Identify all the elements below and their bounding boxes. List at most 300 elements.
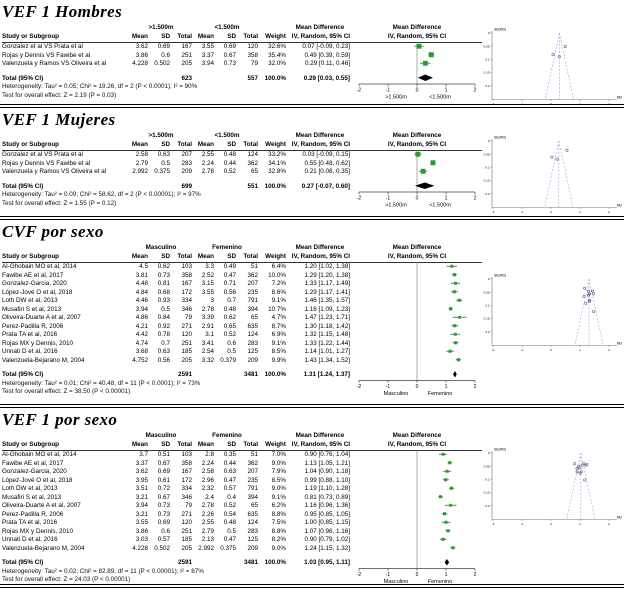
mean-1: 4.86 bbox=[135, 314, 148, 321]
sd-1: 0.502 bbox=[154, 544, 170, 552]
total-1: 251 bbox=[181, 527, 192, 535]
axis-tick-label: 2 bbox=[473, 384, 477, 390]
axis-tick-label: 2 bbox=[473, 195, 477, 202]
funnel-x-tick-label: 0 bbox=[550, 348, 552, 352]
forest-header-line1: Mean Difference bbox=[392, 132, 442, 139]
total-1: 103 bbox=[181, 263, 192, 270]
ci-text: 0.29 [0.11, 0.46] bbox=[304, 60, 350, 67]
funnel-y-tick-label: 0 bbox=[487, 139, 490, 144]
mean-2: 2.78 bbox=[201, 305, 214, 313]
funnel-y-tick-label: 0.15 bbox=[483, 178, 490, 183]
col-sd-2: SD bbox=[227, 441, 236, 448]
total-2: 358 bbox=[247, 51, 258, 59]
overall-effect-text: Test for overall effect: Z = 24.03 (P < 0.00001) bbox=[2, 576, 131, 583]
ci-text: 0.21 [0.08, 0.35] bbox=[304, 168, 350, 175]
funnel-y-tick-label: 0.1 bbox=[485, 165, 490, 170]
sd-2: 0.52 bbox=[223, 331, 236, 338]
funnel-y-axis-label: SE(MD) bbox=[494, 447, 507, 452]
total-2: 283 bbox=[247, 527, 258, 535]
panel-title: VEF 1 por sexo bbox=[2, 410, 118, 429]
ci-text: 1.16 [1.09, 1.23] bbox=[304, 305, 350, 313]
mean-1: 3.03 bbox=[135, 536, 148, 543]
study-label: Musafiri S et al, 2013 bbox=[2, 305, 62, 313]
funnel-y-tick-label: 0.1 bbox=[485, 477, 490, 482]
study-label: Valenzuela y Ramos VS Oliveira et al bbox=[2, 60, 107, 67]
total-1: 120 bbox=[181, 519, 192, 526]
col-weight: Weight bbox=[265, 141, 286, 148]
weight-value: 8.2% bbox=[271, 536, 286, 543]
funnel-right-bound bbox=[559, 33, 573, 100]
effect-square bbox=[454, 282, 457, 285]
forest-header-line1: Mean Difference bbox=[392, 24, 442, 31]
weight-value: 8.8% bbox=[271, 510, 286, 518]
mean-2: 2.4 bbox=[205, 493, 214, 501]
col-sd-1: SD bbox=[161, 441, 170, 448]
ci-text: 1.29 [1.20, 1.38] bbox=[304, 271, 350, 279]
effect-square bbox=[458, 299, 461, 302]
mean-1: 4.752 bbox=[132, 356, 148, 364]
effect-square bbox=[449, 350, 452, 353]
funnel-right-bound bbox=[589, 279, 603, 346]
mean-2: 2.13 bbox=[201, 536, 214, 543]
sd-1: 0.57 bbox=[157, 536, 170, 543]
total-1: 167 bbox=[181, 468, 192, 475]
mean-1: 2.992 bbox=[132, 168, 148, 175]
col-total-1: Total bbox=[177, 253, 192, 260]
total-ci: 1.03 [0.95, 1.11] bbox=[304, 559, 350, 566]
col-sd-2: SD bbox=[227, 141, 236, 148]
ci-text: 1.20 [1.02, 1.38] bbox=[304, 263, 350, 270]
panel-vef1-por-sexo bbox=[0, 408, 624, 584]
total-1: 205 bbox=[181, 356, 192, 364]
mean-1: 4.46 bbox=[135, 297, 148, 304]
col-study: Study or Subgroup bbox=[2, 441, 60, 448]
forest-header-line2: IV, Random, 95% CI bbox=[387, 33, 447, 40]
study-label: Oliveira-Duarte A et al, 2007 bbox=[2, 502, 81, 509]
col-total-1: Total bbox=[177, 141, 192, 148]
mean-2: 3.39 bbox=[201, 314, 214, 321]
effect-square bbox=[450, 265, 453, 268]
study-label: Perez-Padilla R, 2006 bbox=[2, 510, 64, 518]
mean-2: 3 bbox=[210, 297, 214, 304]
col-total-2: Total bbox=[243, 141, 258, 148]
favours-left-label: Masculino bbox=[383, 579, 409, 585]
funnel-x-tick-label: 2 bbox=[608, 522, 610, 526]
funnel-x-tick-label: 0 bbox=[550, 102, 552, 106]
axis-tick-label: -1 bbox=[385, 87, 391, 94]
funnel-x-tick-label: -1 bbox=[520, 102, 524, 106]
panel-cvf-por-sexo bbox=[0, 220, 624, 404]
study-label: Perez-Padilla R, 2006 bbox=[2, 322, 64, 330]
effect-square bbox=[423, 61, 428, 66]
mean-2: 2.79 bbox=[201, 527, 214, 535]
col-ci: IV, Random, 95% CI bbox=[291, 253, 350, 260]
col-ci: IV, Random, 95% CI bbox=[291, 141, 350, 148]
summary-diamond bbox=[453, 371, 457, 377]
study-label: Prata TA et al, 2016 bbox=[2, 331, 58, 338]
funnel-x-tick-label: -2 bbox=[491, 210, 495, 214]
effect-square bbox=[417, 44, 422, 49]
ci-text: 1.43 [1.34, 1.52] bbox=[304, 356, 350, 364]
favours-left-label: >1.500m bbox=[385, 94, 407, 101]
weight-value: 9.1% bbox=[271, 339, 286, 347]
sd-1: 0.62 bbox=[157, 263, 170, 270]
funnel-point bbox=[583, 287, 585, 289]
weight-value: 34.1% bbox=[268, 159, 286, 167]
sd-1: 0.67 bbox=[157, 493, 170, 501]
axis-tick-label: 2 bbox=[473, 572, 477, 578]
total-2: 362 bbox=[247, 271, 258, 279]
axis-tick-label: 1 bbox=[444, 384, 448, 390]
sd-1: 0.6 bbox=[161, 527, 170, 535]
effect-square bbox=[453, 273, 456, 276]
heterogeneity-text: Heterogeneity: Tau² = 0.05; Chi² = 19.26, df = 2 (P < 0.0001); I² = 90% bbox=[2, 83, 198, 90]
mean-1: 3.68 bbox=[135, 348, 148, 355]
sd-1: 0.56 bbox=[157, 356, 170, 364]
sd-1: 0.5 bbox=[161, 159, 170, 167]
weight-value: 32.8% bbox=[268, 168, 286, 175]
weight-value: 9.0% bbox=[271, 485, 286, 492]
forest-header-line2: IV, Random, 95% CI bbox=[387, 253, 447, 260]
weight-value: 35.4% bbox=[268, 51, 286, 59]
study-label: López-Jové O et al, 2018 bbox=[2, 476, 73, 484]
col-mean-2: Mean bbox=[197, 253, 214, 260]
study-label: Unnati D et al, 2016 bbox=[2, 348, 58, 355]
study-label: Al-Ghobain MO et al, 2014 bbox=[2, 451, 77, 458]
funnel-point bbox=[583, 295, 585, 297]
sd-2: 0.48 bbox=[223, 151, 236, 158]
ci-text: 1.33 [1.22, 1.44] bbox=[304, 339, 350, 347]
favours-left-label: >1.500m bbox=[385, 202, 407, 209]
axis-tick-label: 0 bbox=[415, 572, 419, 578]
ci-text: 0.81 [0.73, 0.89] bbox=[304, 493, 350, 501]
sd-1: 0.69 bbox=[157, 468, 170, 475]
col-mean-1: Mean bbox=[131, 141, 148, 148]
total-2: 125 bbox=[247, 348, 258, 355]
weight-value: 9.9% bbox=[271, 356, 286, 364]
total-2: 791 bbox=[247, 485, 258, 492]
sd-2: 0.47 bbox=[223, 536, 236, 543]
mean-1: 3.94 bbox=[135, 502, 148, 509]
weight-value: 32.0% bbox=[268, 60, 286, 67]
ci-text: 1.24 [1.15, 1.32] bbox=[304, 544, 350, 552]
effect-square bbox=[415, 152, 420, 157]
funnel-point bbox=[551, 156, 553, 158]
axis-tick-label: -2 bbox=[356, 384, 362, 390]
mean-1: 4.5 bbox=[139, 263, 148, 270]
sd-2: 0.63 bbox=[223, 468, 236, 475]
summary-diamond bbox=[445, 559, 450, 565]
header-spacer bbox=[260, 131, 288, 140]
funnel-point bbox=[566, 149, 568, 151]
summary-diamond bbox=[415, 183, 434, 189]
funnel-y-tick-label: 0.2 bbox=[485, 83, 490, 88]
sd-1: 0.73 bbox=[157, 510, 170, 518]
total-weight: 100.0% bbox=[264, 182, 286, 190]
total-1: 172 bbox=[181, 476, 192, 484]
overall-effect-text: Test for overall effect: Z = 38.50 (P < 0.00001) bbox=[2, 388, 131, 395]
total-2: 791 bbox=[247, 297, 258, 304]
total-1: 172 bbox=[181, 288, 192, 296]
total-2: 394 bbox=[247, 305, 258, 313]
sd-1: 0.502 bbox=[154, 60, 170, 67]
weight-value: 8.5% bbox=[271, 476, 286, 484]
sd-2: 0.52 bbox=[223, 502, 236, 509]
effect-square bbox=[430, 160, 435, 165]
sd-1: 0.63 bbox=[157, 348, 170, 355]
sd-2: 0.4 bbox=[227, 493, 236, 501]
total-n2: 551 bbox=[247, 182, 258, 190]
effect-square bbox=[442, 453, 445, 456]
forest-plot bbox=[352, 262, 482, 401]
funnel-y-tick-label: 0.15 bbox=[483, 316, 490, 321]
total-1: 103 bbox=[181, 451, 192, 458]
study-label: Gonzalez et al VS Prata et al bbox=[2, 151, 83, 158]
weight-value: 9.0% bbox=[271, 459, 286, 467]
weight-value: 7.2% bbox=[271, 280, 286, 287]
col-sd-1: SD bbox=[161, 253, 170, 260]
study-label: Rojas y Dennis VS Fawibe et al bbox=[2, 51, 91, 59]
ci-text: 1.29 [1.17, 1.41] bbox=[304, 288, 350, 296]
funnel-plot bbox=[476, 445, 624, 531]
header-spacer bbox=[260, 23, 288, 32]
weight-value: 4.7% bbox=[271, 314, 286, 321]
mean-1: 3.7 bbox=[139, 451, 148, 458]
panel-vef1-hombres bbox=[0, 0, 624, 104]
total-n2: 3481 bbox=[243, 371, 258, 378]
sd-2: 0.69 bbox=[223, 43, 236, 50]
group1-header: >1.500m bbox=[148, 24, 174, 31]
total-2: 235 bbox=[247, 476, 258, 484]
sd-2: 0.47 bbox=[223, 271, 236, 279]
study-label: Fawibe AE et al, 2017 bbox=[2, 271, 64, 279]
axis-tick-label: 1 bbox=[444, 87, 448, 94]
axis-tick-label: -1 bbox=[385, 384, 391, 390]
mean-2: 3.37 bbox=[201, 51, 214, 59]
col-study: Study or Subgroup bbox=[2, 33, 60, 40]
study-label: López-Jové O et al, 2018 bbox=[2, 288, 73, 296]
mean-1: 4.48 bbox=[135, 280, 148, 287]
panel-separator bbox=[0, 584, 624, 588]
funnel-x-tick-label: 1 bbox=[579, 348, 581, 352]
total-2: 207 bbox=[247, 280, 258, 287]
mean-1: 3.62 bbox=[135, 43, 148, 50]
col-total-2: Total bbox=[243, 253, 258, 260]
mean-2: 3.41 bbox=[201, 339, 214, 347]
mean-1: 3.86 bbox=[135, 51, 148, 59]
sd-1: 0.81 bbox=[157, 280, 170, 287]
total-1: 205 bbox=[181, 60, 192, 67]
total-2: 635 bbox=[247, 322, 258, 330]
weight-value: 6.2% bbox=[271, 502, 286, 509]
overall-effect-text: Test for overall effect: Z = 2.19 (P = 0.03) bbox=[2, 91, 117, 99]
weight-value: 8.7% bbox=[271, 322, 286, 330]
sd-1: 0.6 bbox=[161, 51, 170, 59]
sd-2: 0.44 bbox=[223, 159, 236, 167]
study-label: Gonzalez-Garcia, 2020 bbox=[2, 468, 67, 475]
study-label: Rojas MX y Dennis, 2010 bbox=[2, 527, 74, 535]
funnel-x-axis-label: MD bbox=[616, 341, 622, 346]
funnel-y-axis-label: SE(MD) bbox=[494, 135, 507, 140]
ci-text: 1.32 [1.15, 1.48] bbox=[304, 331, 350, 338]
funnel-x-tick-label: 0 bbox=[550, 522, 552, 526]
funnel-x-axis-label: MD bbox=[616, 203, 622, 208]
sd-1: 0.67 bbox=[157, 459, 170, 467]
col-total-2: Total bbox=[243, 33, 258, 40]
total-n2: 3481 bbox=[243, 559, 258, 566]
sd-1: 0.375 bbox=[154, 168, 170, 175]
total-2: 362 bbox=[247, 159, 258, 167]
total-weight: 100.0% bbox=[264, 371, 286, 378]
mean-2: 2.58 bbox=[201, 468, 214, 475]
favours-right-label: Femenino bbox=[427, 391, 453, 397]
sd-2: 0.7 bbox=[227, 297, 236, 304]
favours-right-label: <1.500m bbox=[429, 202, 451, 209]
col-mean-1: Mean bbox=[131, 253, 148, 260]
ci-text: 1.00 [0.85, 1.15] bbox=[304, 519, 350, 526]
panel-title: CVF por sexo bbox=[2, 222, 104, 241]
mean-2: 2.78 bbox=[201, 502, 214, 509]
total-2: 124 bbox=[247, 331, 258, 338]
funnel-x-tick-label: -1 bbox=[520, 348, 524, 352]
col-sd-2: SD bbox=[227, 33, 236, 40]
col-total-1: Total bbox=[177, 441, 192, 448]
effect-square bbox=[445, 521, 448, 524]
effect-square bbox=[449, 307, 452, 310]
weight-value: 10.7% bbox=[268, 305, 286, 313]
total-2: 209 bbox=[247, 356, 258, 364]
mean-2: 2.992 bbox=[198, 544, 214, 552]
study-label: Rojas MX y Dennis, 2010 bbox=[2, 339, 74, 347]
funnel-y-tick-label: 0.15 bbox=[483, 70, 490, 75]
sd-2: 0.67 bbox=[223, 51, 236, 59]
axis-tick-label: 0 bbox=[415, 384, 419, 390]
funnel-point bbox=[592, 310, 594, 312]
funnel-y-tick-label: 0.1 bbox=[485, 57, 490, 62]
study-label: Prata TA et al, 2016 bbox=[2, 519, 58, 526]
effect-square bbox=[421, 169, 426, 174]
ci-text: 0.95 [0.85, 1.05] bbox=[304, 510, 350, 518]
mean-2: 2.8 bbox=[205, 451, 214, 458]
mean-2: 3.55 bbox=[201, 288, 214, 296]
axis-tick-label: 0 bbox=[415, 87, 419, 94]
effect-square bbox=[453, 324, 456, 327]
ci-text: 0.90 [0.79, 1.02] bbox=[304, 536, 350, 543]
panel-body bbox=[2, 243, 624, 397]
funnel-x-tick-label: -1 bbox=[520, 210, 524, 214]
sd-1: 0.92 bbox=[157, 322, 170, 330]
funnel-x-tick-label: 1 bbox=[579, 210, 581, 214]
sd-2: 0.6 bbox=[227, 339, 236, 347]
sd-2: 0.5 bbox=[227, 527, 236, 535]
axis-tick-label: -2 bbox=[356, 87, 362, 94]
mean-2: 2.55 bbox=[201, 151, 214, 158]
total-1: 271 bbox=[181, 510, 192, 518]
col-study: Study or Subgroup bbox=[2, 141, 60, 148]
weight-value: 10.0% bbox=[268, 271, 286, 279]
col-weight: Weight bbox=[265, 441, 286, 448]
study-label: Valenzuela-Bejarano M, 2004 bbox=[2, 356, 85, 364]
total-2: 65 bbox=[250, 314, 258, 321]
panel-body bbox=[2, 131, 624, 214]
mean-1: 3.55 bbox=[135, 519, 148, 526]
ci-text: 0.90 [0.76, 1.04] bbox=[304, 451, 350, 458]
total-2: 124 bbox=[247, 519, 258, 526]
weight-value: 8.5% bbox=[271, 348, 286, 355]
funnel-x-tick-label: 0 bbox=[550, 210, 552, 214]
total-weight: 100.0% bbox=[264, 559, 286, 566]
panel-title: VEF 1 Mujeres bbox=[2, 110, 116, 129]
weight-value: 7.0% bbox=[271, 451, 286, 458]
total-n2: 557 bbox=[247, 74, 258, 82]
total-1: 283 bbox=[181, 159, 192, 167]
funnel-y-axis-label: SE(MD) bbox=[494, 273, 507, 278]
panel-body bbox=[2, 23, 624, 106]
study-label: Gonzalez et al VS Prata et al bbox=[2, 43, 83, 50]
sd-2: 0.57 bbox=[223, 485, 236, 492]
total-2: 362 bbox=[247, 459, 258, 467]
col-total-2: Total bbox=[243, 441, 258, 448]
forest-plot bbox=[352, 42, 482, 104]
funnel-left-bound bbox=[545, 141, 559, 208]
effect-square bbox=[444, 478, 447, 481]
study-label: Oliveira-Duarte A et al, 2007 bbox=[2, 314, 81, 321]
funnel-plot bbox=[473, 25, 624, 106]
total-1: 79 bbox=[184, 502, 192, 509]
axis-tick-label: -2 bbox=[356, 195, 362, 202]
group1-header: Masculino bbox=[145, 244, 177, 251]
funnel-point bbox=[573, 463, 575, 465]
total-2: 235 bbox=[247, 288, 258, 296]
mean-1: 4.84 bbox=[135, 288, 148, 296]
group2-header: Femenino bbox=[212, 432, 242, 439]
mean-1: 4.21 bbox=[135, 322, 148, 330]
col-ci: IV, Random, 95% CI bbox=[291, 33, 350, 40]
sd-2: 0.379 bbox=[220, 356, 236, 364]
mean-2: 2.24 bbox=[201, 159, 214, 167]
sd-1: 0.51 bbox=[157, 451, 170, 458]
funnel-point bbox=[552, 53, 554, 55]
mean-2: 2.52 bbox=[201, 271, 214, 279]
total-2: 79 bbox=[250, 60, 258, 67]
sd-1: 0.7 bbox=[161, 339, 170, 347]
header-spacer bbox=[260, 431, 288, 440]
group2-header: Femenino bbox=[212, 244, 242, 251]
axis-tick-label: -1 bbox=[385, 572, 391, 578]
col-mean-1: Mean bbox=[131, 33, 148, 40]
funnel-x-tick-label: -2 bbox=[491, 522, 495, 526]
ci-text: 1.16 [0.96, 1.36] bbox=[304, 502, 350, 509]
effect-square bbox=[443, 512, 446, 515]
ci-text: 1.33 [1.17, 1.49] bbox=[304, 280, 350, 287]
total-n1: 2591 bbox=[177, 559, 192, 566]
total-2: 209 bbox=[247, 544, 258, 552]
funnel-y-axis-label: SE(MD) bbox=[494, 27, 507, 32]
effect-square bbox=[429, 52, 434, 57]
effect-square bbox=[446, 470, 449, 473]
mean-1: 4.42 bbox=[135, 331, 148, 338]
funnel-y-tick-label: 0.05 bbox=[483, 44, 490, 49]
funnel-x-tick-label: -2 bbox=[491, 348, 495, 352]
sd-2: 0.65 bbox=[223, 322, 236, 330]
group1-header: Masculino bbox=[145, 432, 177, 439]
col-mean-1: Mean bbox=[131, 441, 148, 448]
sd-1: 0.68 bbox=[157, 288, 170, 296]
sd-2: 0.48 bbox=[223, 519, 236, 526]
sd-2: 0.52 bbox=[223, 168, 236, 175]
total-ci: 0.27 [-0.07, 0.60] bbox=[301, 182, 350, 190]
weight-value: 8.8% bbox=[271, 527, 286, 535]
